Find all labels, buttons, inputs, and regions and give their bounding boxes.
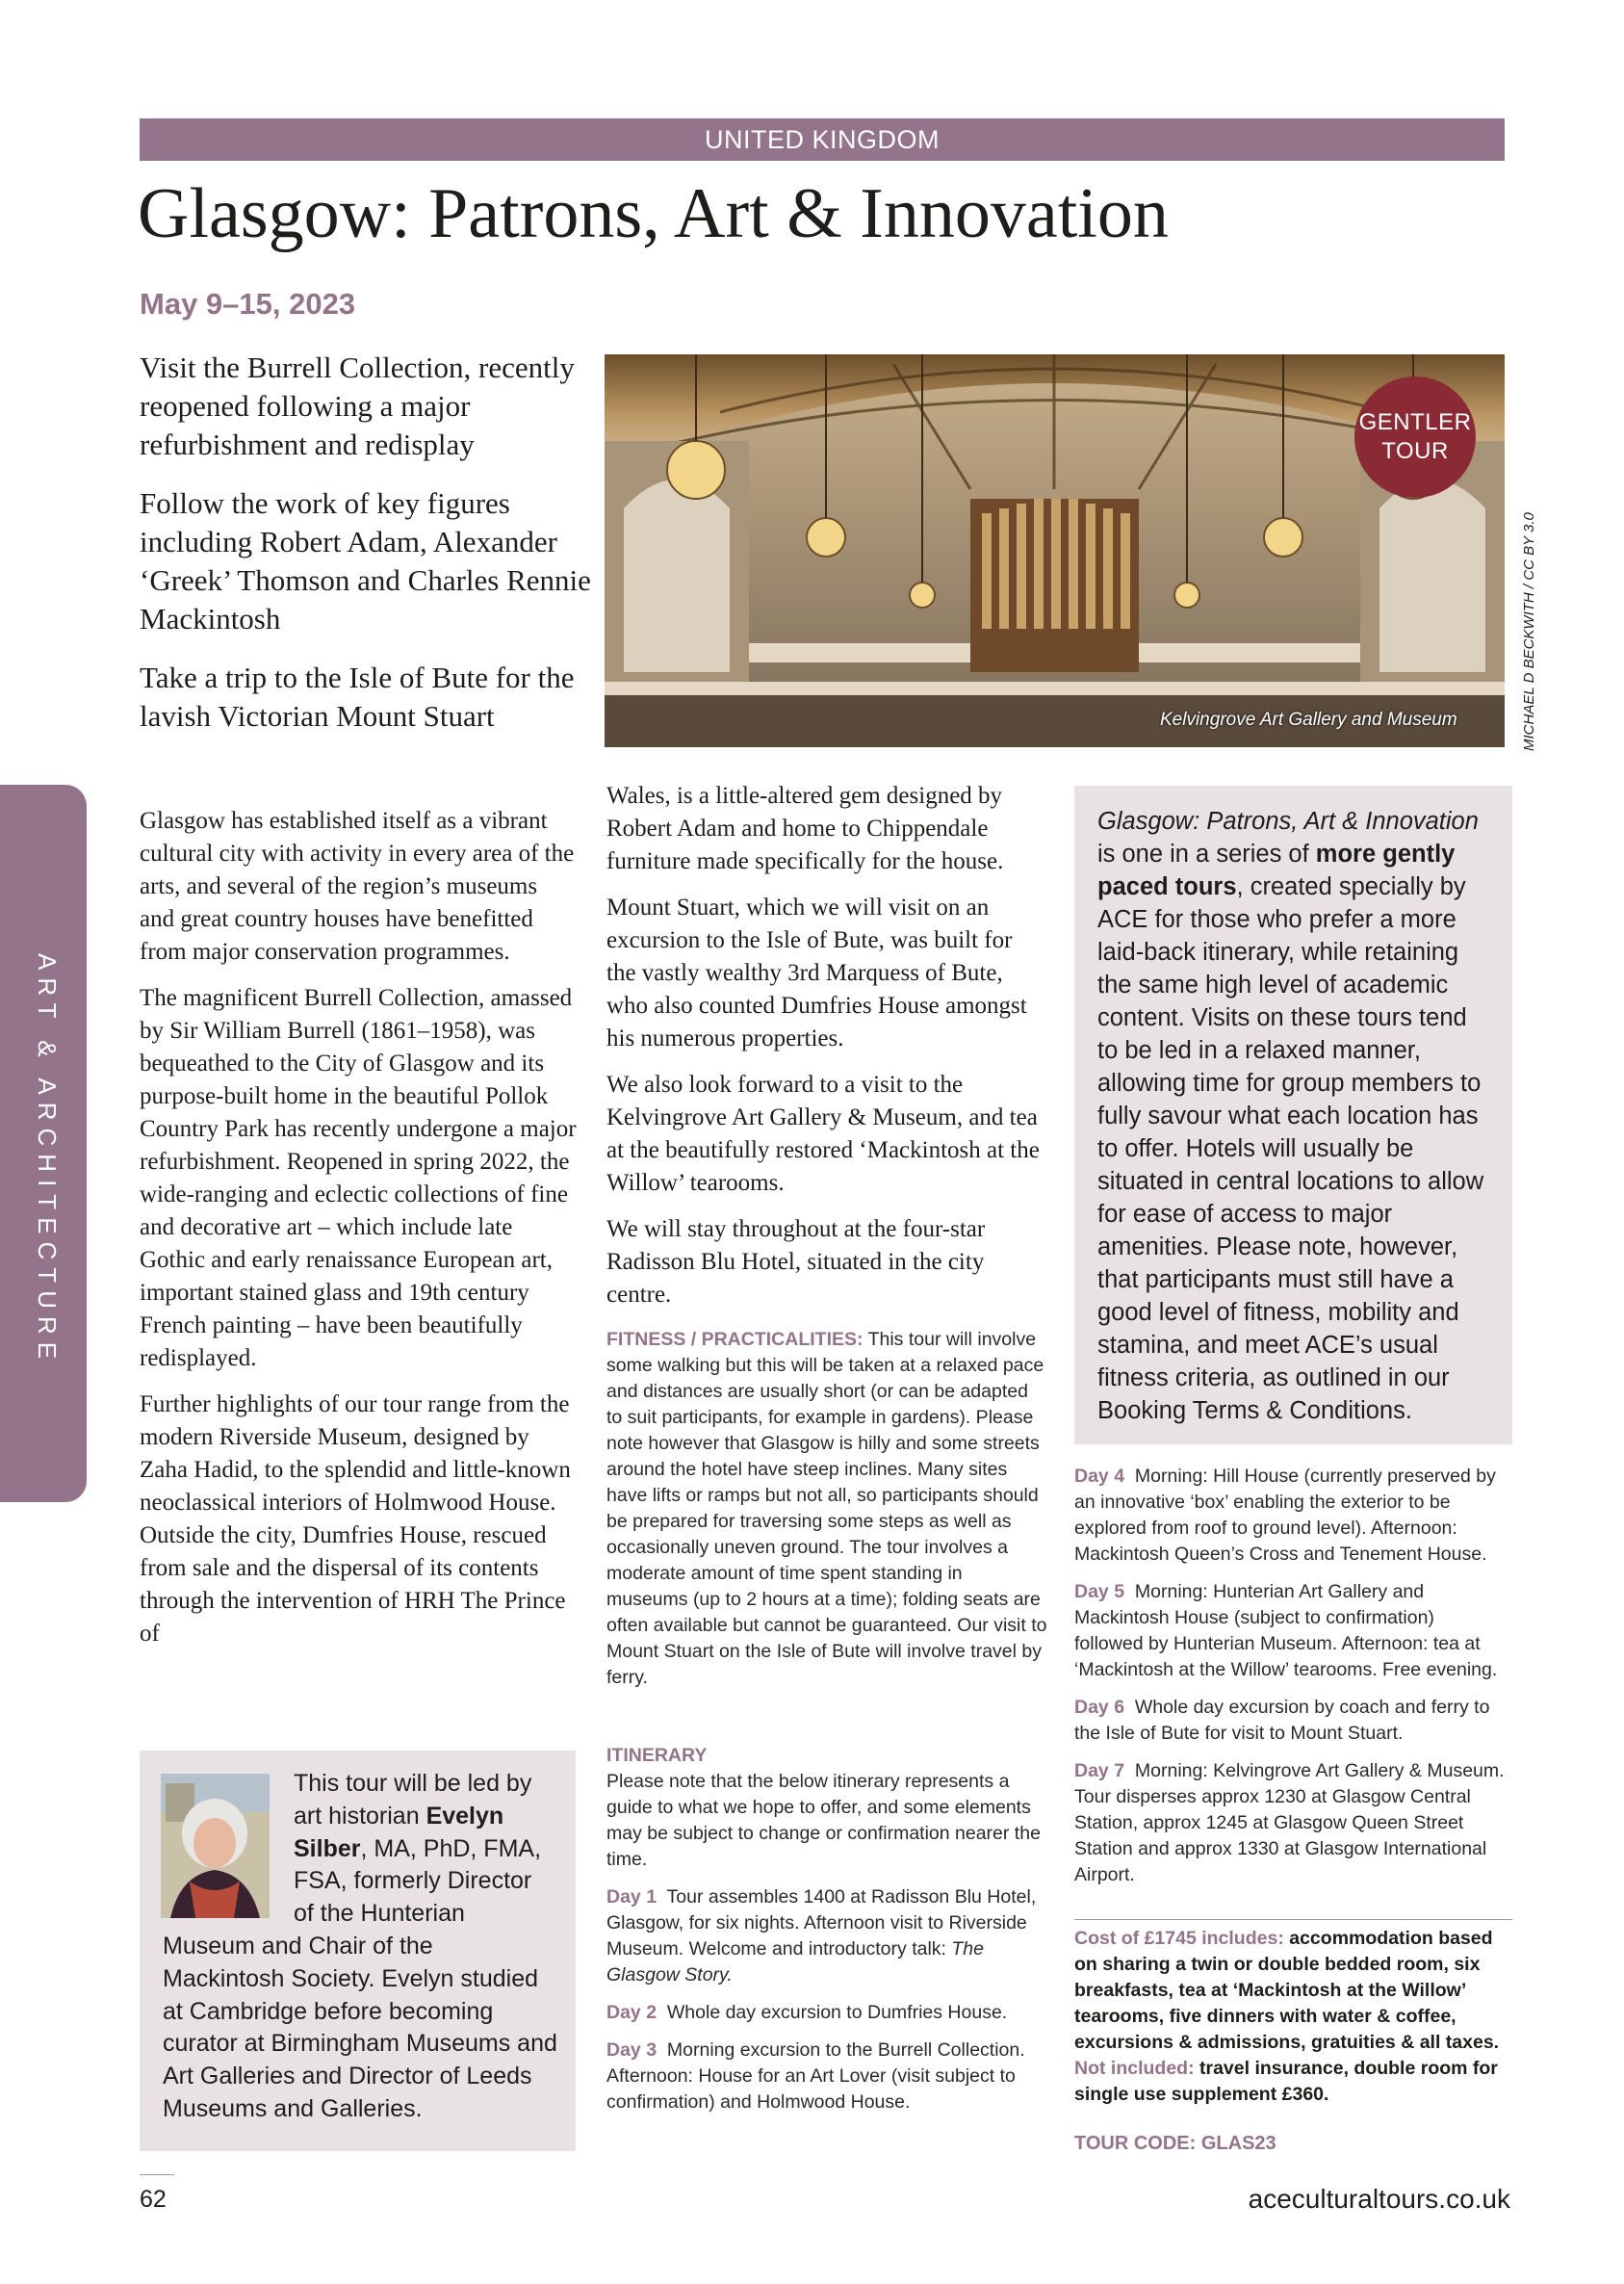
badge-line: TOUR [1381,438,1449,464]
day-label: Day 1 [606,1886,657,1908]
body-paragraph: Further highlights of our tour range from the modern Riverside Museum, designed by Zaha Hadid, to the splendid and little-known neoclassical interiors of Holmwood House. Outside the city, Dumfries House, rescued from sale and the dispersal of its contents through the intervention of HRH The Prince of [140,1391,571,1647]
website-link[interactable]: aceculturaltours.co.uk [1248,2184,1510,2214]
lecturer-name: Evelyn Silber [294,1802,504,1862]
lecturer-intro: This tour will be led by art historian [294,1770,532,1830]
itinerary-day [606,1884,1047,1988]
section-side-tab-label: ART & ARCHITECTURE [33,953,62,1367]
lecturer-bio [163,1768,557,2126]
day-text: Morning excursion to the Burrell Collection. Afternoon: House for an Art Lover (visit subject to confirmation) and Holmwood House. [606,2039,1025,2113]
body-paragraph: The magnificent Burrell Collection, amassed by Sir William Burrell (1861–1958), was bequeathed to the City of Glasgow and its purpose-built home in the beautiful Pollok Country Park has recently undergone a major refurbishment. Reopened in spring 2022, the wide-ranging and eclectic collections of fine and decorative art – which include late Gothic and early renaissance European art, important stained glass and 19th century French painting – have been beautifully redisplayed. [140,985,577,1371]
itinerary-section [606,1743,1047,2127]
image-caption: Kelvingrove Art Gallery and Museum [1160,710,1457,730]
badge-line: GENTLER [1358,409,1472,435]
day-text: Whole day excursion by coach and ferry to the Isle of Bute for visit to Mount Stuart. [1074,1697,1490,1744]
body-paragraph: We also look forward to a visit to the Kelvingrove Art Gallery & Museum, and tea at the beautifully restored ‘Mackintosh at the Willow’ tearooms. [606,1072,1040,1196]
itinerary-intro: Please note that the below itinerary represents a guide to what we hope to offer, and some elements may be subject to change or confirmation nearer the time. [606,1771,1041,1870]
day-text: Morning: Hunterian Art Gallery and Mackintosh House (subject to confirmation) followed by Hunterian Museum. Afternoon: tea at ‘Mackintosh at the Willow’ tearooms. Free evening. [1074,1581,1498,1680]
itinerary-heading: ITINERARY [606,1745,708,1766]
fitness-heading: FITNESS / PRACTICALITIES: [606,1329,864,1350]
cost-includes-label: Cost of £1745 includes: [1074,1928,1284,1949]
highlight-item: Visit the Burrell Collection, recently reopened following a major refurbishment and redisplay [140,350,575,461]
body-paragraph: Mount Stuart, which we will visit on an excursion to the Isle of Bute, was built for the vastly wealthy 3rd Marquess of Bute, who also counted Dumfries House amongst his numerous properties. [606,895,1027,1051]
gentle-tours-box [1074,786,1512,1444]
itinerary-day [1074,1579,1508,1683]
photo-credit [1521,510,1544,751]
body-paragraph: Glasgow has established itself as a vibrant cultural city with activity in every area of the arts, and several of the region’s museums and great country houses have benefitted from major conservation programmes. [140,808,575,965]
gentle-box-title: Glasgow: Patrons, Art & Innovation [1097,808,1479,835]
body-column-1 [140,805,578,1664]
tour-dates: May 9–15, 2023 [140,287,356,321]
gentler-tour-badge [1354,376,1476,498]
page-title: Glasgow: Patrons, Art & Innovation [138,174,1169,253]
fitness-section [606,1327,1047,1702]
itinerary-day [606,2037,1047,2115]
cost-not-included-text: travel insurance, double room for single use supplement £360. [1074,2058,1498,2105]
highlights [140,349,597,756]
itinerary-day [1074,1464,1508,1568]
gentle-box-bold: more gently paced tours [1097,841,1456,900]
lecturer-details: , MA, PhD, FMA, FSA, formerly Director of the Hunterian Museum and Chair of the Mackintosh Society. Evelyn studied at Cambridge before becoming curator at Birmingham Museums and Art Galleries and Director of Leeds Museums and Galleries. [163,1834,557,2122]
cost-divider [1074,1919,1512,1920]
fitness-text: This tour will involve some walking but this will be taken at a relaxed pace and distances are usually short (or can be adapted to suit participants, for example in gardens). Please note however that Glasgow is hilly and some streets around the hotel have steep inclines. Many sites have lifts or ramps but not all, so participants should be prepared for traversing some steps as well as occasionally uneven ground. The tour involves a moderate amount of time spent standing in museums (up to 2 hours at a time); folding seats are often available but cannot be guaranteed. Our visit to Mount Stuart on the Isle of Bute will involve travel by ferry. [606,1329,1047,1688]
day-label: Day 3 [606,2039,657,2061]
day-text: Morning: Kelvingrove Art Gallery & Museum. Tour disperses approx 1230 at Glasgow Central Station, approx 1245 at Glasgow Queen Street Station and approx 1330 at Glasgow International Airport. [1074,1760,1505,1885]
itinerary-day [1074,1758,1508,1888]
tour-code: TOUR CODE: GLAS23 [1074,2133,1276,2154]
day-text: Whole day excursion to Dumfries House. [666,2002,1008,2023]
cost-includes-text: accommodation based on sharing a twin or double bedded room, six breakfasts, tea at ‘Mackintosh at the Willow’ tearooms, five dinners with water & coffee, excursions & admissions, gratuities & all taxes. [1074,1928,1500,2053]
day-text: Tour assembles 1400 at Radisson Blu Hotel, Glasgow, for six nights. Afternoon visit to Riverside Museum. Welcome and introductory talk: [606,1886,1037,1960]
gentle-box-text: , created specially by ACE for those who prefer a more laid-back itinerary, while retaining the same high level of academic content. Visits on these tours tend to be led in a relaxed manner, allowing time for group members to fully savour what each location has to offer. Hotels will usually be situated in central locations to allow for ease of access to major amenities. Please note, however, that participants must still have a good level of fitness, mobility and stamina, and meet ACE’s usual fitness criteria, as outlined in our Booking Terms & Conditions. [1097,873,1484,1424]
day-label: Day 6 [1074,1697,1125,1718]
day-talk-title: The Glasgow Story. [606,1938,984,1986]
body-column-2 [606,780,1044,1325]
itinerary-continued [1074,1464,1508,1900]
body-paragraph: We will stay throughout at the four-star Radisson Blu Hotel, situated in the city centre. [606,1216,986,1308]
day-label: Day 4 [1074,1466,1125,1487]
highlight-item: Take a trip to the Isle of Bute for the lavish Victorian Mount Stuart [140,661,575,733]
day-label: Day 5 [1074,1581,1125,1602]
gentle-box-text: is one in a series of [1097,841,1316,868]
day-label: Day 7 [1074,1760,1125,1781]
cost-section [1074,1926,1512,2108]
country-banner: UNITED KINGDOM [140,118,1505,161]
highlight-item: Follow the work of key figures including Robert Adam, Alexander ‘Greek’ Thomson and Charles Rennie Mackintosh [140,486,591,636]
lecturer-box [140,1751,576,2151]
body-paragraph: Wales, is a little-altered gem designed by Robert Adam and home to Chippendale furniture made specifically for the house. [606,783,1004,874]
page-number-rule [140,2174,174,2175]
itinerary-day [1074,1695,1508,1747]
itinerary-day [606,2000,1047,2026]
cost-not-included-label: Not included: [1074,2058,1195,2079]
day-text: Morning: Hill House (currently preserved by an innovative ‘box’ enabling the exterior to be explored from roof to ground level). Afternoon: Mackintosh Queen’s Cross and Tenement House. [1074,1466,1496,1565]
day-label: Day 2 [606,2002,657,2023]
page-number: 62 [140,2186,167,2213]
photo-credit-text: MICHAEL D BECKWITH / CC BY 3.0 [1521,512,1537,751]
